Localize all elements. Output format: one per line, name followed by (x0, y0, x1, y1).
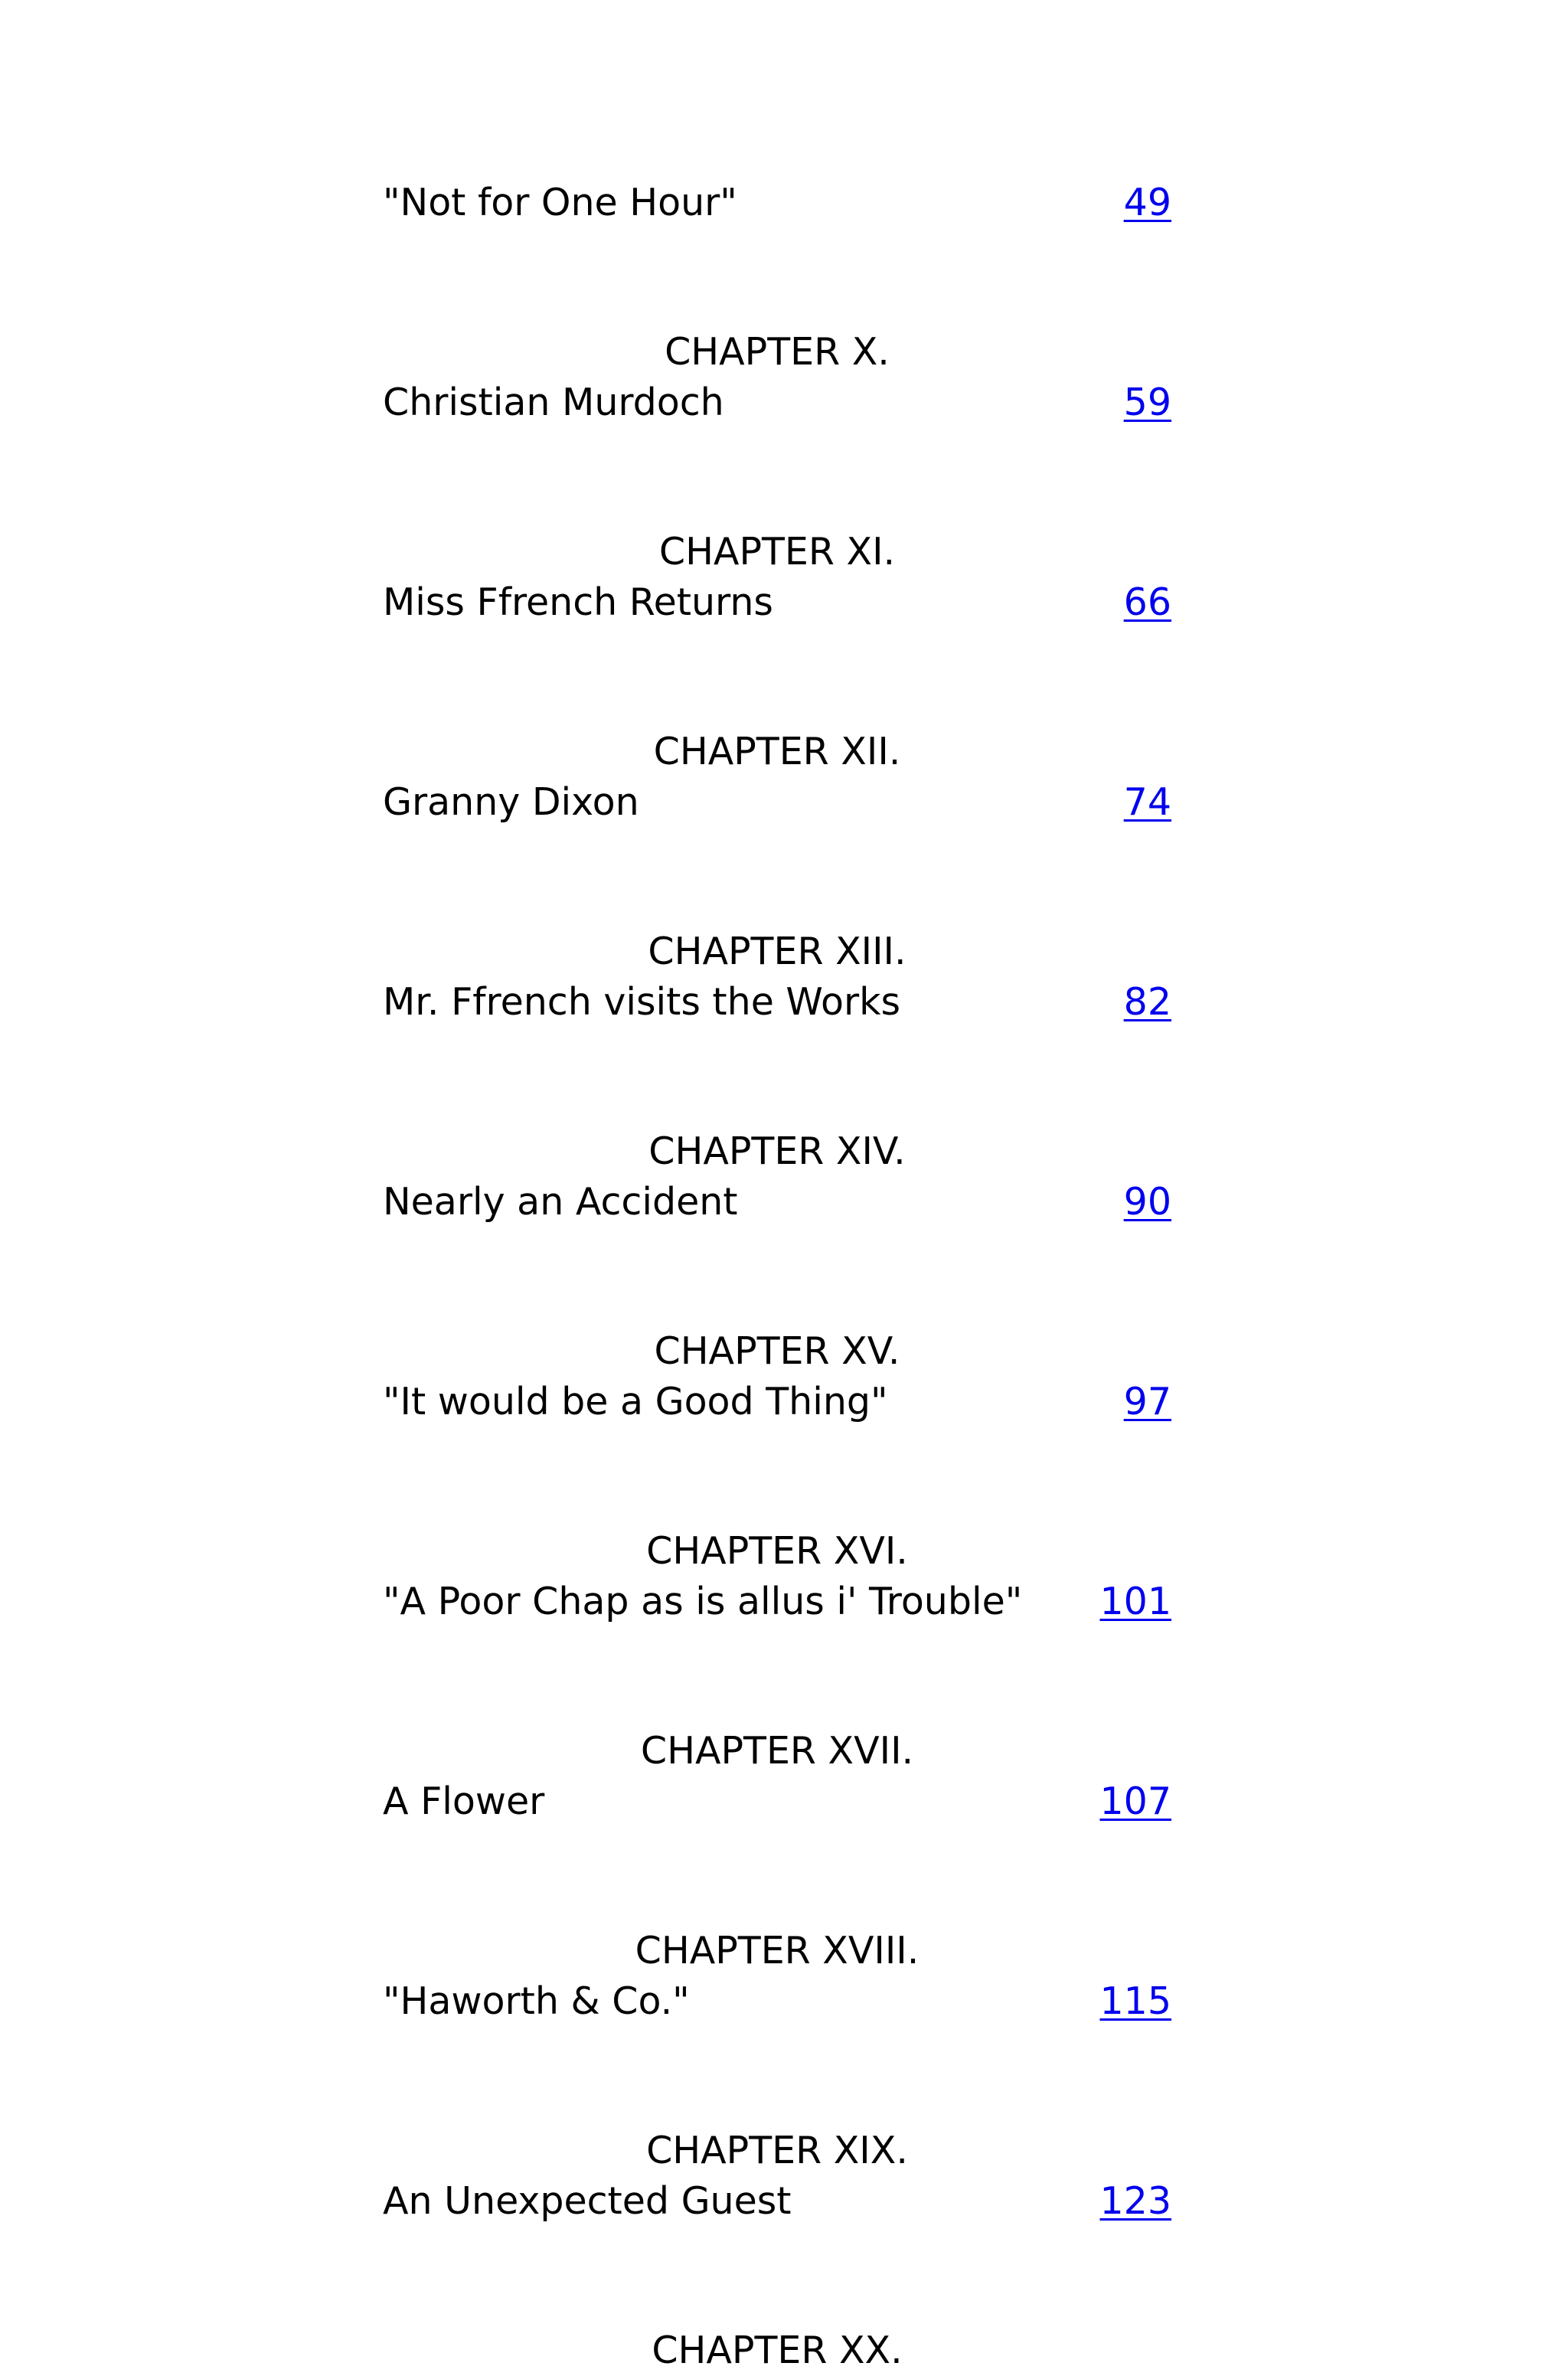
chapter-title: "It would be a Good Thing" (383, 1380, 888, 1423)
toc-entry (383, 1126, 1171, 1227)
chapter-heading: CHAPTER XIII. (648, 930, 906, 973)
toc-title-row (383, 777, 1171, 828)
chapter-heading: CHAPTER XII. (653, 730, 901, 773)
chapter-title: Miss Ffrench Returns (383, 580, 773, 624)
chapter-heading: CHAPTER XI. (658, 530, 896, 574)
toc-entry (383, 327, 1171, 428)
toc-title-row (383, 1177, 1171, 1227)
toc-title-row (383, 178, 1171, 228)
toc-entry (383, 1726, 1171, 1827)
toc-entry (383, 2325, 1171, 2376)
chapter-title: An Unexpected Guest (383, 2179, 792, 2223)
toc-entry (383, 1326, 1171, 1427)
page-number-link[interactable]: 49 (1123, 181, 1171, 224)
toc-title-row (383, 1577, 1171, 1627)
toc-title-row (383, 1776, 1171, 1827)
page-number-link[interactable]: 74 (1123, 780, 1171, 824)
toc-title-row (383, 377, 1171, 428)
toc-entry (383, 1926, 1171, 2027)
chapter-title: "Not for One Hour" (383, 181, 737, 224)
page-number-link[interactable]: 90 (1123, 1180, 1171, 1224)
page-number-link[interactable]: 107 (1099, 1780, 1171, 1823)
chapter-heading: CHAPTER XVIII. (635, 1929, 920, 1972)
page-number-link[interactable]: 82 (1123, 980, 1171, 1024)
toc-entry (383, 927, 1171, 1028)
page-number-link[interactable]: 66 (1123, 580, 1171, 624)
toc-entry (383, 2126, 1171, 2227)
page-number-link[interactable]: 115 (1099, 1979, 1171, 2023)
chapter-heading: CHAPTER XVII. (640, 1729, 914, 1773)
page-number-link[interactable]: 101 (1099, 1580, 1171, 1623)
table-of-contents (383, 178, 1171, 2376)
toc-title-row (383, 977, 1171, 1028)
chapter-title: Mr. Ffrench visits the Works (383, 980, 901, 1024)
chapter-title: A Flower (383, 1780, 545, 1823)
chapter-title: Nearly an Accident (383, 1180, 738, 1224)
chapter-title: Granny Dixon (383, 780, 639, 824)
chapter-title: "A Poor Chap as is allus i' Trouble" (383, 1580, 1023, 1623)
chapter-heading: CHAPTER XV. (654, 1329, 900, 1373)
chapter-heading: CHAPTER XX. (652, 2329, 903, 2372)
chapter-heading: CHAPTER XIX. (646, 2129, 908, 2172)
chapter-heading: CHAPTER X. (665, 330, 890, 374)
chapter-title: "Haworth & Co." (383, 1979, 690, 2023)
page-number-link[interactable]: 59 (1123, 381, 1171, 424)
toc-title-row (383, 577, 1171, 628)
page-number-link[interactable]: 123 (1099, 2179, 1171, 2223)
toc-title-row (383, 2176, 1171, 2227)
toc-entry (383, 727, 1171, 828)
toc-title-row (383, 1377, 1171, 1427)
chapter-title: Christian Murdoch (383, 381, 724, 424)
page-number-link[interactable]: 97 (1123, 1380, 1171, 1423)
chapter-heading: CHAPTER XIV. (648, 1129, 906, 1173)
toc-entry (383, 527, 1171, 628)
toc-entry (383, 178, 1171, 228)
chapter-heading: CHAPTER XVI. (646, 1529, 908, 1573)
toc-title-row (383, 1976, 1171, 2027)
toc-entry (383, 1526, 1171, 1627)
